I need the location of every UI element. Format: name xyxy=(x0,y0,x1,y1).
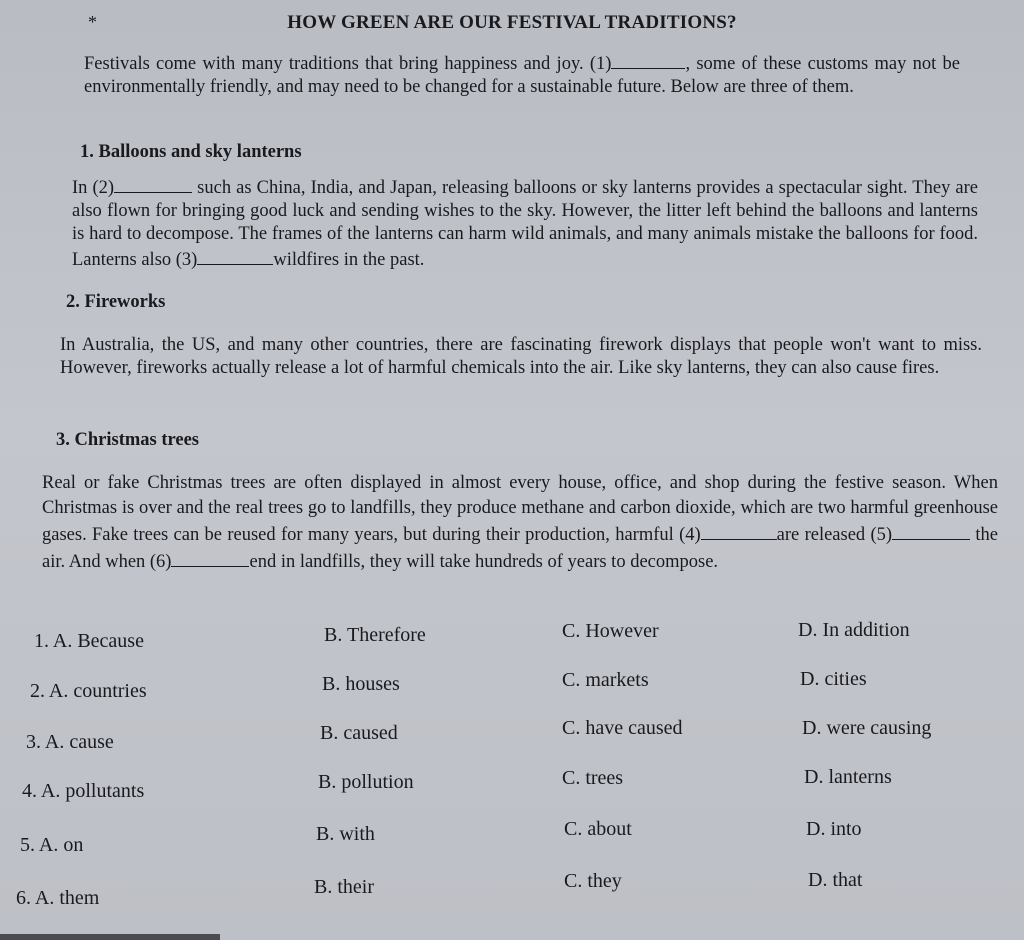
blank-5[interactable] xyxy=(892,521,970,540)
section-1-text-part3: wildfires in the past. xyxy=(273,250,425,270)
option-4a[interactable]: 4. A. pollutants xyxy=(22,780,145,802)
section-2-heading: 2. Fireworks xyxy=(66,292,166,312)
option-4d[interactable]: D. lanterns xyxy=(804,766,892,788)
option-5c[interactable]: C. about xyxy=(564,818,632,840)
section-3-text-part4: end in landfills, they will take hundreds of years to decompose. xyxy=(249,552,719,572)
blank-6[interactable] xyxy=(171,548,249,567)
section-1-text-part2: such as China, India, and Japan, releasing balloons or sky lanterns provides a spectacular sight. They are also flown for bringing good luck and sending wishes to the sky. However, the litter left behind the balloons and lanterns is hard to decompose. The frames of the lanterns can harm wild animals, and many animals mistake the balloons for food. Lanterns also (3) xyxy=(72,178,978,270)
option-3b[interactable]: B. caused xyxy=(320,722,398,744)
section-3-text-part2: are released (5) xyxy=(776,525,893,545)
section-3-paragraph xyxy=(42,471,998,575)
option-3a[interactable]: 3. A. cause xyxy=(26,731,114,753)
option-2d[interactable]: D. cities xyxy=(800,668,867,690)
option-1c[interactable]: C. However xyxy=(562,620,659,642)
page-edge-shadow xyxy=(0,934,220,940)
section-3-text-part1: Real or fake Christmas trees are often displayed in almost every house, office, and shop during the festive season. When Christmas is over and the real trees go to landfills, they produce methane and carbon dioxide, which are two harmful greenhouse gases. Fake trees can be reused for many years, but during their production, harmful (4) xyxy=(42,473,998,545)
option-4c[interactable]: C. trees xyxy=(562,767,624,789)
blank-2[interactable] xyxy=(114,174,192,193)
option-4b[interactable]: B. pollution xyxy=(318,771,414,793)
option-6b[interactable]: B. their xyxy=(314,876,374,898)
option-1b[interactable]: B. Therefore xyxy=(324,624,426,646)
intro-paragraph xyxy=(84,50,960,99)
option-3c[interactable]: C. have caused xyxy=(562,717,683,739)
section-1-heading: 1. Balloons and sky lanterns xyxy=(80,142,302,162)
option-5d[interactable]: D. into xyxy=(806,818,862,840)
intro-text-after: , some of these customs may not be environmentally friendly, and may need to be changed for a sustainable future. Below are three of them. xyxy=(84,54,960,97)
section-3-text-part3: the air. And when (6) xyxy=(42,525,999,572)
blank-3[interactable] xyxy=(197,246,273,265)
option-6c[interactable]: C. they xyxy=(564,870,622,892)
section-1-paragraph xyxy=(72,174,978,272)
page-title: HOW GREEN ARE OUR FESTIVAL TRADITIONS? xyxy=(287,12,737,33)
option-5b[interactable]: B. with xyxy=(316,823,375,845)
option-6a[interactable]: 6. A. them xyxy=(16,887,100,909)
option-6d[interactable]: D. that xyxy=(808,869,863,891)
option-2c[interactable]: C. markets xyxy=(562,669,649,691)
section-2-paragraph: In Australia, the US, and many other countries, there are fascinating firework displays that people won't want to miss. However, fireworks actually release a lot of harmful chemicals into the air. Like sky lanterns, they can also cause fires. xyxy=(60,335,982,378)
asterisk-mark: * xyxy=(88,12,97,32)
option-1d[interactable]: D. In addition xyxy=(798,619,910,641)
option-1a[interactable]: 1. A. Because xyxy=(34,630,144,652)
option-5a[interactable]: 5. A. on xyxy=(20,834,84,856)
section-1-text-part1: In (2) xyxy=(72,178,115,198)
blank-1[interactable] xyxy=(611,50,685,69)
blank-4[interactable] xyxy=(701,521,777,540)
option-2a[interactable]: 2. A. countries xyxy=(30,680,147,702)
intro-text-before: Festivals come with many traditions that bring happiness and joy. (1) xyxy=(84,54,612,74)
section-3-heading: 3. Christmas trees xyxy=(56,430,200,450)
option-2b[interactable]: B. houses xyxy=(322,673,400,695)
option-3d[interactable]: D. were causing xyxy=(802,717,932,739)
